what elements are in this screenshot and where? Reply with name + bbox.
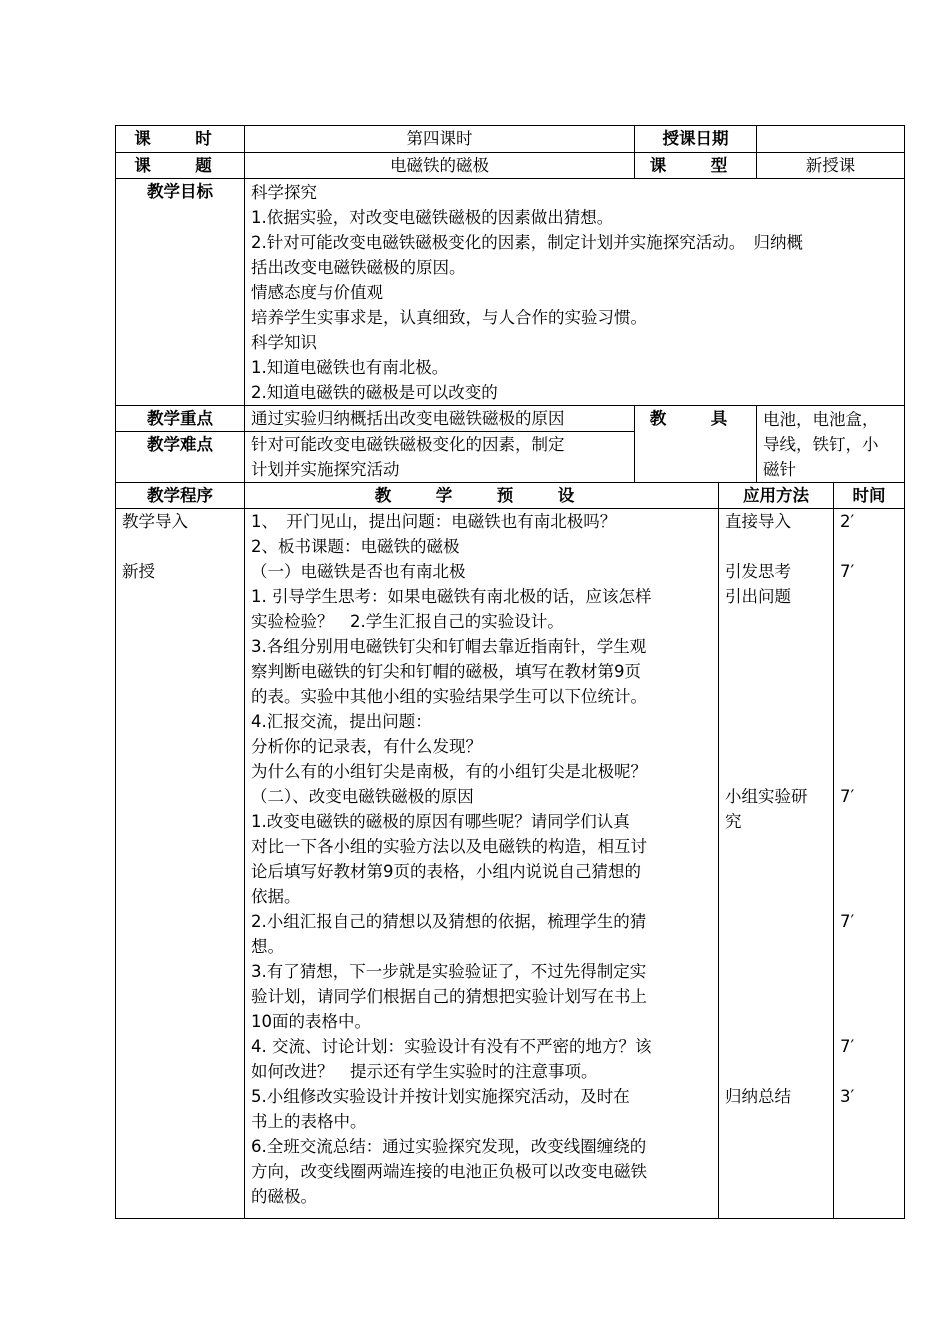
time-line: 7′ xyxy=(840,912,855,931)
tools-content xyxy=(757,406,905,483)
type-label: 课 型 xyxy=(635,153,757,179)
procedure-header-row xyxy=(116,483,905,509)
method-line: 直接导入 xyxy=(725,512,791,531)
time-line xyxy=(840,1059,898,1084)
method-line xyxy=(725,659,827,684)
topic-label: 课 题 xyxy=(116,153,245,179)
plan-line: 如何改进？ 提示还有学生实验时的注意事项。 xyxy=(251,1062,598,1081)
plan-line: 论后填写好教材第9页的表格，小组内说说自己猜想的 xyxy=(251,862,641,881)
method-line xyxy=(725,534,827,559)
plan-line: 3.有了猜想，下一步就是实验验证了，不过先得制定实 xyxy=(251,962,647,981)
difficulty-line: 针对可能改变电磁铁磁极变化的因素，制定 xyxy=(251,435,565,454)
plan-line: 验计划，请同学们根据自己的猜想把实验计划写在书上 xyxy=(251,987,647,1006)
objective-line: 科学知识 xyxy=(251,333,317,352)
plan-line: 书上的表格中。 xyxy=(251,1112,367,1131)
plan-line: （二）、改变电磁铁磁极的原因 xyxy=(251,787,474,806)
method-line xyxy=(725,909,827,934)
objective-line: 2.针对可能改变电磁铁磁极变化的因素，制定计划并实施探究活动。 归纳概 xyxy=(251,233,803,252)
plan-line: 3.各组分别用电磁铁钉尖和钉帽去靠近指南针，学生观 xyxy=(251,637,647,656)
method-line xyxy=(725,884,827,909)
time-line xyxy=(840,1009,898,1034)
time-line xyxy=(840,759,898,784)
plan-line: 分析你的记录表，有什么发现？ xyxy=(251,737,482,756)
plan-line: 1、 开门见山，提出问题：电磁铁也有南北极吗？ xyxy=(251,512,617,531)
method-line xyxy=(725,734,827,759)
plan-line: 2.小组汇报自己的猜想以及猜想的依据，梳理学生的猜 xyxy=(251,912,647,931)
time-line xyxy=(840,934,898,959)
method-header: 应用方法 xyxy=(719,483,834,509)
objective-line: 情感态度与价值观 xyxy=(251,283,383,302)
method-line xyxy=(725,759,827,784)
time-line xyxy=(840,534,898,559)
method-line xyxy=(725,684,827,709)
type-value: 新授课 xyxy=(757,153,905,179)
time-line xyxy=(840,584,898,609)
plan-line: 1. 引导学生思考：如果电磁铁有南北极的话，应该怎样 xyxy=(251,587,652,606)
plan-line: 察判断电磁铁的钉尖和钉帽的磁极，填写在教材第9页 xyxy=(251,662,641,681)
period-value: 第四课时 xyxy=(245,126,635,153)
time-header: 时间 xyxy=(834,483,905,509)
tools-label: 教 具 xyxy=(635,406,757,483)
plan-line: 2、板书课题：电磁铁的磁极 xyxy=(251,537,460,556)
time-line xyxy=(840,709,898,734)
method-line xyxy=(725,959,827,984)
program-header: 教学程序 xyxy=(116,483,245,509)
time-line: 3′ xyxy=(840,1087,855,1106)
plan-line: 方向，改变线圈两端连接的电池正负极可以改变电磁铁 xyxy=(251,1162,647,1181)
plan-line: 4. 交流、讨论计划：实验设计有没有不严密的地方？该 xyxy=(251,1037,652,1056)
time-column xyxy=(834,509,905,1219)
method-line xyxy=(725,1009,827,1034)
plan-line: （一）电磁铁是否也有南北极 xyxy=(251,562,466,581)
plan-line: 的表。实验中其他小组的实验结果学生可以下位统计。 xyxy=(251,687,647,706)
method-line xyxy=(725,609,827,634)
date-label: 授课日期 xyxy=(635,126,757,153)
time-line xyxy=(840,984,898,1009)
method-line xyxy=(725,934,827,959)
topic-value: 电磁铁的磁极 xyxy=(245,153,635,179)
plan-line: 的磁极。 xyxy=(251,1187,317,1206)
method-line: 归纳总结 xyxy=(725,1087,791,1106)
tool-line: 磁针 xyxy=(763,460,796,479)
time-line: 2′ xyxy=(840,512,855,531)
objectives-row xyxy=(116,179,905,406)
time-line xyxy=(840,809,898,834)
method-line xyxy=(725,1034,827,1059)
time-line: 7′ xyxy=(840,1037,855,1056)
lesson-plan-table xyxy=(115,125,905,1219)
tool-line: 导线，铁钉，小 xyxy=(763,435,879,454)
method-line: 小组实验研 xyxy=(725,787,808,806)
plan-line: 5.小组修改实验设计并按计划实施探究活动，及时在 xyxy=(251,1087,630,1106)
time-line xyxy=(840,659,898,684)
plan-line: 想。 xyxy=(251,937,284,956)
time-line xyxy=(840,634,898,659)
difficulty-line: 计划并实施探究活动 xyxy=(251,460,400,479)
period-label: 课 时 xyxy=(116,126,245,153)
objective-line: 1.依据实验，对改变电磁铁磁极的因素做出猜想。 xyxy=(251,208,614,227)
program-line xyxy=(122,534,238,559)
plan-line: 依据。 xyxy=(251,887,301,906)
method-column xyxy=(719,509,834,1219)
program-line: 教学导入 xyxy=(122,512,188,531)
difficulty-label: 教学难点 xyxy=(116,432,245,483)
plan-line: 对比一下各小组的实验方法以及电磁铁的构造，相互讨 xyxy=(251,837,647,856)
method-line: 引发思考 xyxy=(725,562,791,581)
time-line: 7′ xyxy=(840,562,855,581)
plan-line: 6.全班交流总结：通过实验探究发现，改变线圈缠绕的 xyxy=(251,1137,647,1156)
method-line xyxy=(725,834,827,859)
method-line xyxy=(725,634,827,659)
program-line: 新授 xyxy=(122,562,155,581)
time-line xyxy=(840,684,898,709)
objective-line: 科学探究 xyxy=(251,183,317,202)
objectives-content xyxy=(245,179,905,406)
objective-line: 1.知道电磁铁也有南北极。 xyxy=(251,358,449,377)
date-value xyxy=(757,126,905,153)
time-line xyxy=(840,834,898,859)
method-line: 引出问题 xyxy=(725,587,791,606)
objective-line: 培养学生实事求是，认真细致，与人合作的实验习惯。 xyxy=(251,308,647,327)
plan-line: 1.改变电磁铁的磁极的原因有哪些呢？请同学们认真 xyxy=(251,812,630,831)
objective-line: 括出改变电磁铁磁极的原因。 xyxy=(251,258,466,277)
plan-line: 为什么有的小组钉尖是南极，有的小组钉尖是北极呢？ xyxy=(251,762,647,781)
plan-column xyxy=(245,509,719,1219)
difficulty-content xyxy=(245,432,635,483)
key-point-label: 教学重点 xyxy=(116,406,245,432)
time-line xyxy=(840,859,898,884)
key-point-row xyxy=(116,406,905,432)
time-line: 7′ xyxy=(840,787,855,806)
method-line xyxy=(725,709,827,734)
period-row xyxy=(116,126,905,153)
method-line xyxy=(725,1059,827,1084)
program-column xyxy=(116,509,245,1219)
plan-line: 10面的表格中。 xyxy=(251,1012,371,1031)
time-line xyxy=(840,959,898,984)
method-line: 究 xyxy=(725,812,742,831)
tool-line: 电池，电池盒， xyxy=(763,410,879,429)
plan-line: 实验检验？ 2.学生汇报自己的实验设计。 xyxy=(251,612,564,631)
key-point-value: 通过实验归纳概括出改变电磁铁磁极的原因 xyxy=(245,406,635,432)
time-line xyxy=(840,609,898,634)
topic-row xyxy=(116,153,905,179)
objectives-label: 教学目标 xyxy=(116,179,245,406)
method-line xyxy=(725,859,827,884)
time-line xyxy=(840,734,898,759)
method-line xyxy=(725,984,827,1009)
procedure-body-row xyxy=(116,509,905,1219)
plan-line: 4.汇报交流，提出问题： xyxy=(251,712,432,731)
time-line xyxy=(840,884,898,909)
objective-line: 2.知道电磁铁的磁极是可以改变的 xyxy=(251,383,498,402)
plan-header: 教 学 预 设 xyxy=(245,483,719,509)
